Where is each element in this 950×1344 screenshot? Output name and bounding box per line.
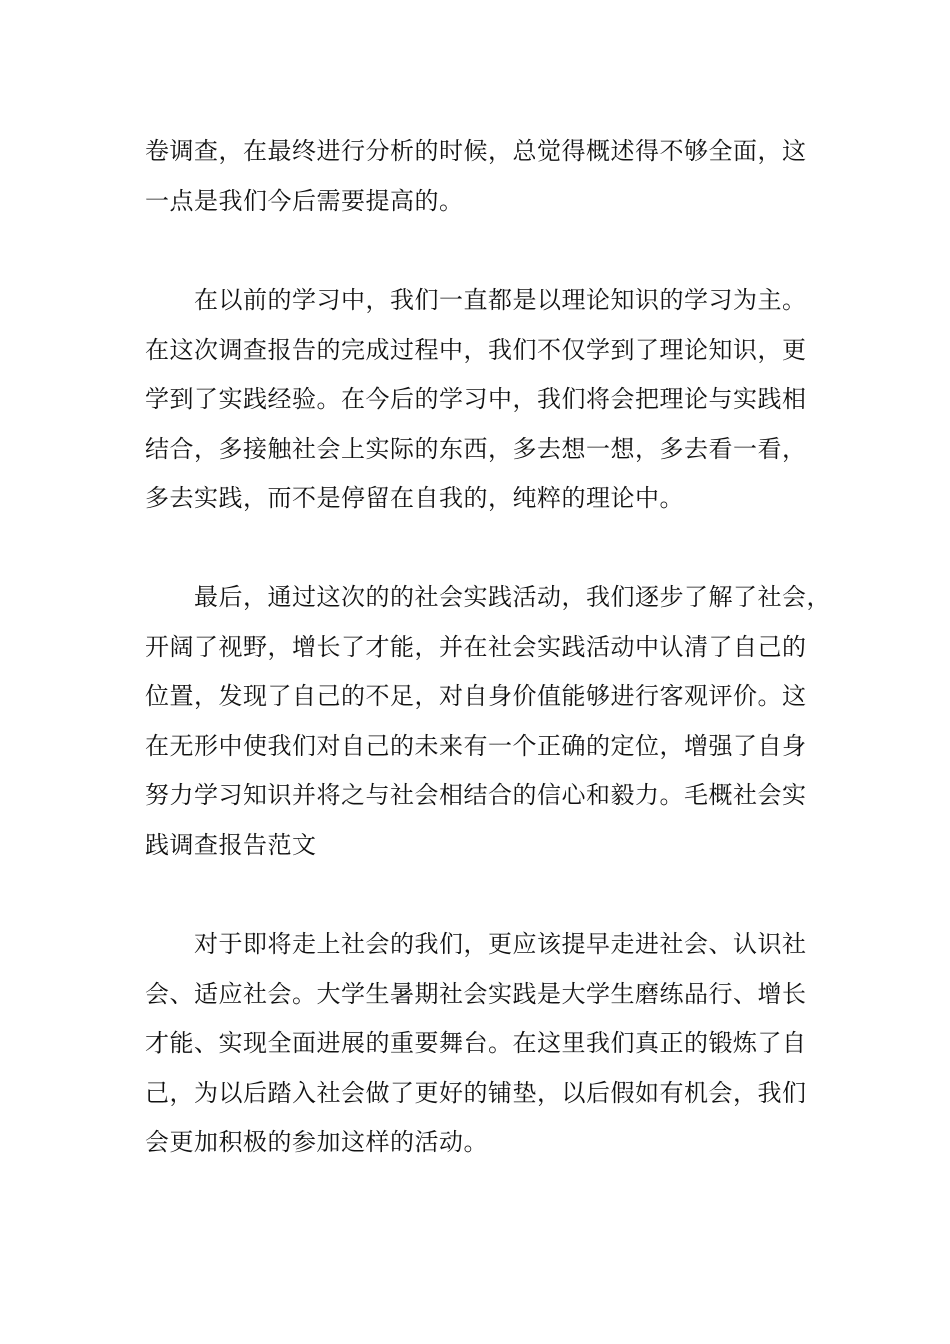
paragraph-line: 一点是我们今后需要提高的。	[145, 186, 464, 215]
paragraph-line: 才能、实现全面进展的重要舞台。在这里我们真正的锻炼了自	[145, 1029, 807, 1057]
paragraph-1	[145, 127, 825, 226]
paragraph-line: 努力学习知识并将之与社会相结合的信心和毅力。毛概社会实	[145, 781, 807, 809]
paragraph-line: 会、适应社会。大学生暑期社会实践是大学生磨练品行、增长	[145, 979, 807, 1008]
paragraph-line: 结合，多接触社会上实际的东西，多去想一想，多去看一看，	[145, 434, 807, 463]
paragraph-line: 己，为以后踏入社会做了更好的铺垫，以后假如有机会，我们	[145, 1078, 807, 1107]
paragraph-line: 在这次调查报告的完成过程中，我们不仅学到了理论知识，更	[145, 335, 807, 364]
paragraph-line: 最后，通过这次的的社会实践活动，我们逐步了解了社会，	[194, 583, 831, 611]
paragraph-line: 践调查报告范文	[145, 830, 317, 859]
paragraph-3	[145, 573, 831, 870]
paragraph-line: 多去实践，而不是停留在自我的，纯粹的理论中。	[145, 484, 684, 512]
paragraph-line: 学到了实践经验。在今后的学习中，我们将会把理论与实践相	[145, 385, 807, 413]
paragraph-line: 在以前的学习中，我们一直都是以理论知识的学习为主。	[194, 286, 807, 314]
paragraph-line: 开阔了视野，增长了才能，并在社会实践活动中认清了自己的	[145, 632, 807, 661]
paragraph-line: 会更加积极的参加这样的活动。	[145, 1128, 488, 1156]
paragraph-line: 在无形中使我们对自己的未来有一个正确的定位，增强了自身	[145, 731, 807, 760]
paragraph-line: 对于即将走上社会的我们，更应该提早走进社会、认识社	[194, 930, 807, 958]
paragraph-4	[145, 920, 825, 1168]
paragraph-2	[145, 276, 825, 524]
paragraph-line: 卷调查，在最终进行分析的时候，总觉得概述得不够全面，这	[145, 137, 807, 165]
paragraph-line: 位置，发现了自己的不足，对自身价值能够进行客观评价。这	[145, 682, 807, 710]
